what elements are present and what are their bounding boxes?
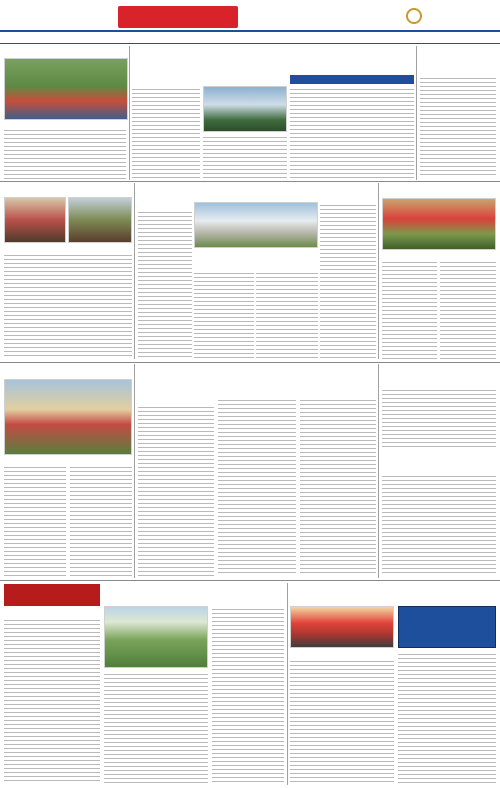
jubilee-badge-logo (393, 3, 423, 29)
column-rule (378, 364, 379, 578)
blood-donation-byline (290, 651, 394, 657)
blood-donation-body-col-2 (398, 651, 496, 783)
hostel-body-col-2 (194, 270, 254, 359)
column-rule (287, 583, 288, 785)
column-rule (416, 46, 417, 180)
lead-byline (132, 77, 222, 83)
right-top-body (420, 75, 496, 178)
sports-final-body-col-2 (218, 397, 296, 576)
lead-body-col-3 (290, 86, 414, 178)
lead-kicker (158, 46, 338, 55)
block-level-body (382, 387, 496, 447)
masthead (0, 0, 500, 32)
group-photo-farmers (4, 58, 128, 120)
school-program-byline (382, 466, 496, 472)
column-rule (129, 46, 130, 180)
newspaper-name (424, 7, 496, 25)
section-rule (0, 181, 500, 182)
advertisement-title (402, 611, 494, 625)
top-left-headline (4, 46, 126, 57)
garden-workshop-body-col-2 (440, 259, 496, 359)
blood-donation-photo (290, 606, 394, 648)
meeting-photo-1 (4, 197, 66, 243)
sports-final-body-col-3 (300, 397, 376, 576)
garden-workshop-photo (382, 198, 496, 250)
anganwadi-body-col-1 (4, 464, 66, 576)
school-program-headline (382, 452, 496, 464)
meeting-body (4, 252, 132, 358)
bank-building-photo (203, 86, 287, 132)
anganwadi-body-col-2 (70, 464, 132, 576)
section-rule (0, 580, 500, 581)
blood-donation-headline (290, 586, 496, 602)
lead-body-col-1 (132, 86, 200, 178)
garden-workshop-body-col-1 (382, 259, 437, 359)
sports-final-headline (138, 366, 376, 394)
hostel-body-col-3 (256, 270, 318, 359)
farmers-water-body-col-2 (104, 671, 208, 783)
advertisement-box (398, 606, 496, 648)
jubilee-50-icon (393, 3, 423, 29)
garden-workshop-byline (382, 252, 496, 258)
hostel-building-photo (194, 202, 318, 248)
block-level-byline (382, 380, 496, 386)
hostel-body-col-1 (138, 209, 192, 359)
hostel-byline (138, 202, 192, 208)
block-level-headline (382, 366, 496, 378)
sports-final-byline (138, 397, 214, 403)
top-left-body (4, 127, 126, 179)
meeting-photo-2 (68, 197, 132, 243)
masthead-rule (0, 43, 500, 44)
section-rule (0, 362, 500, 363)
blood-donation-body-col-1 (290, 658, 394, 783)
right-top-headline (420, 47, 496, 67)
farmers-water-body-col-1 (4, 617, 100, 783)
page-title (118, 6, 238, 28)
advertisement-subtitle (402, 627, 494, 645)
hostel-headline (138, 184, 378, 199)
anganwadi-byline (4, 457, 132, 463)
farmers-water-body-col-3 (212, 606, 284, 783)
date-line (150, 33, 350, 41)
column-rule (378, 183, 379, 359)
lead-body-col-2 (203, 134, 287, 178)
right-top-byline (420, 68, 496, 74)
farmers-water-kicker (4, 584, 100, 606)
farmers-water-byline (4, 610, 100, 616)
hostel-body-col-4 (320, 202, 376, 359)
anganwadi-headline (4, 366, 132, 377)
meeting-byline (4, 245, 132, 251)
hostel-sub-headline (194, 250, 270, 268)
paddy-field-photo (104, 606, 208, 668)
column-rule (134, 364, 135, 578)
garden-workshop-headline (382, 184, 496, 196)
lead-headline (128, 57, 416, 73)
lead-sub-kicker (290, 75, 414, 84)
meeting-headline (4, 184, 132, 195)
sports-final-body-col-1 (138, 404, 214, 576)
anganwadi-photo (4, 379, 132, 455)
page-number (466, 34, 496, 42)
column-rule (134, 183, 135, 359)
school-program-body (382, 473, 496, 576)
